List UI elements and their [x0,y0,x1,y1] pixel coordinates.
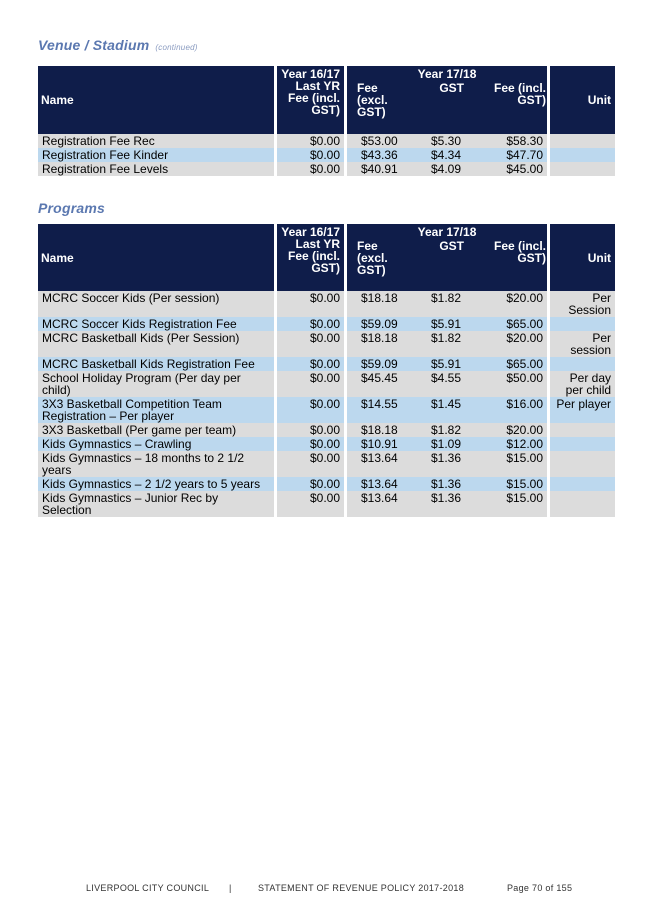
venue-rows [38,134,615,176]
header-year-curr-group [344,224,547,291]
header-year-curr: Year 17/18 [417,67,477,81]
cell-unit: Per day per child [547,371,615,397]
venue-title-text: Venue / Stadium [38,37,150,53]
cell-name: MCRC Soccer Kids Registration Fee [38,317,274,331]
cell-name: Kids Gymnastics – Junior Rec by Selection [38,491,274,517]
cell-fee-incl: $20.00 [465,423,547,437]
cell-fee-incl: $20.00 [465,291,547,317]
cell-name: Kids Gymnastics – 18 months to 2 1/2 years [38,451,274,477]
cell-fee-incl: $65.00 [465,357,547,371]
cell-gst: $5.30 [405,134,465,148]
cell-unit: Per player [547,397,615,423]
table-row [38,357,615,371]
cell-name: Kids Gymnastics – Crawling [38,437,274,451]
header-name: Name [38,66,274,134]
table-row [38,331,615,357]
cell-unit [547,451,615,477]
cell-gst: $1.36 [405,491,465,517]
table-row [38,477,615,491]
cell-fee-excl: $40.91 [344,162,405,176]
section-title-programs [38,200,105,216]
cell-gst: $1.82 [405,423,465,437]
continued-label: (continued) [155,43,198,52]
header-fee-excl: Fee (excl. GST) [357,81,388,119]
cell-last-yr-fee: $0.00 [274,291,344,317]
cell-fee-excl: $18.18 [344,331,405,357]
header-last-yr [274,66,344,134]
header-fee-incl: Fee (incl. GST) [493,239,546,265]
cell-fee-incl: $50.00 [465,371,547,397]
table-row [38,317,615,331]
cell-last-yr-fee: $0.00 [274,451,344,477]
cell-gst: $1.82 [405,291,465,317]
cell-gst: $1.82 [405,331,465,357]
cell-name: Registration Fee Kinder [38,148,274,162]
cell-fee-incl: $47.70 [465,148,547,162]
cell-fee-incl: $20.00 [465,331,547,357]
cell-unit: Per session [547,331,615,357]
cell-name: 3X3 Basketball (Per game per team) [38,423,274,437]
cell-fee-excl: $14.55 [344,397,405,423]
cell-fee-incl: $15.00 [465,491,547,517]
programs-rows [38,291,615,517]
cell-fee-excl: $53.00 [344,134,405,148]
cell-fee-incl: $58.30 [465,134,547,148]
cell-gst: $1.09 [405,437,465,451]
header-fee-incl: Fee (incl. GST) [493,81,546,107]
header-year-prev: Year 16/17 [281,67,340,81]
cell-fee-excl: $13.64 [344,491,405,517]
cell-unit [547,357,615,371]
cell-last-yr-fee: $0.00 [274,331,344,357]
cell-unit [547,423,615,437]
cell-last-yr-fee: $0.00 [274,397,344,423]
cell-last-yr-fee: $0.00 [274,371,344,397]
cell-fee-incl: $15.00 [465,451,547,477]
programs-fee-table [38,224,615,517]
footer-org: LIVERPOOL CITY COUNCIL [86,883,210,893]
programs-title-text: Programs [38,200,105,216]
header-name: Name [38,224,274,291]
cell-fee-incl: $16.00 [465,397,547,423]
cell-unit: Per Session [547,291,615,317]
cell-name: Registration Fee Rec [38,134,274,148]
cell-gst: $4.55 [405,371,465,397]
header-gst: GST [439,81,464,95]
cell-fee-excl: $43.36 [344,148,405,162]
cell-gst: $5.91 [405,357,465,371]
cell-unit [547,162,615,176]
cell-name: Kids Gymnastics – 2 1/2 years to 5 years [38,477,274,491]
section-title-venue [38,37,198,53]
cell-gst: $4.34 [405,148,465,162]
cell-fee-incl: $15.00 [465,477,547,491]
cell-fee-excl: $59.09 [344,357,405,371]
cell-fee-excl: $13.64 [344,451,405,477]
cell-unit [547,134,615,148]
header-gst: GST [439,239,464,253]
venue-fee-table [38,66,615,176]
cell-fee-excl: $13.64 [344,477,405,491]
header-year-prev: Year 16/17 [281,225,340,239]
cell-fee-excl: $45.45 [344,371,405,397]
header-year-curr: Year 17/18 [417,225,477,239]
cell-fee-excl: $10.91 [344,437,405,451]
table-row [38,423,615,437]
cell-last-yr-fee: $0.00 [274,148,344,162]
cell-gst: $4.09 [405,162,465,176]
cell-name: MCRC Basketball Kids (Per Session) [38,331,274,357]
cell-unit [547,317,615,331]
cell-name: MCRC Soccer Kids (Per session) [38,291,274,317]
footer-doc-title: STATEMENT OF REVENUE POLICY 2017-2018 [258,883,465,893]
table-row [38,291,615,317]
cell-last-yr-fee: $0.00 [274,317,344,331]
header-unit: Unit [547,66,615,134]
header-last-yr [274,224,344,291]
cell-last-yr-fee: $0.00 [274,477,344,491]
cell-unit [547,148,615,162]
cell-unit [547,437,615,451]
cell-fee-incl: $65.00 [465,317,547,331]
header-last-yr-label: Last YR Fee (incl. GST) [287,79,340,117]
cell-gst: $5.91 [405,317,465,331]
cell-last-yr-fee: $0.00 [274,423,344,437]
table-row [38,451,615,477]
table-row [38,134,615,148]
cell-fee-excl: $18.18 [344,291,405,317]
cell-unit [547,477,615,491]
cell-fee-excl: $59.09 [344,317,405,331]
table-row [38,437,615,451]
table-row [38,148,615,162]
cell-last-yr-fee: $0.00 [274,437,344,451]
cell-name: 3X3 Basketball Competition Team Registration – Per player [38,397,274,423]
table-row [38,491,615,517]
cell-last-yr-fee: $0.00 [274,162,344,176]
table-row [38,371,615,397]
cell-unit [547,491,615,517]
cell-fee-excl: $18.18 [344,423,405,437]
header-year-curr-group [344,66,547,134]
footer-separator: | [229,883,232,893]
cell-last-yr-fee: $0.00 [274,357,344,371]
cell-name: Registration Fee Levels [38,162,274,176]
cell-gst: $1.45 [405,397,465,423]
cell-last-yr-fee: $0.00 [274,491,344,517]
header-fee-excl: Fee (excl. GST) [357,239,388,277]
cell-name: MCRC Basketball Kids Registration Fee [38,357,274,371]
cell-last-yr-fee: $0.00 [274,134,344,148]
table-row [38,397,615,423]
cell-fee-incl: $12.00 [465,437,547,451]
cell-name: School Holiday Program (Per day per child) [38,371,274,397]
cell-gst: $1.36 [405,477,465,491]
header-unit: Unit [547,224,615,291]
cell-gst: $1.36 [405,451,465,477]
table-row [38,162,615,176]
cell-fee-incl: $45.00 [465,162,547,176]
footer-page-number: Page 70 of 155 [507,883,573,893]
header-last-yr-label: Last YR Fee (incl. GST) [287,237,340,275]
